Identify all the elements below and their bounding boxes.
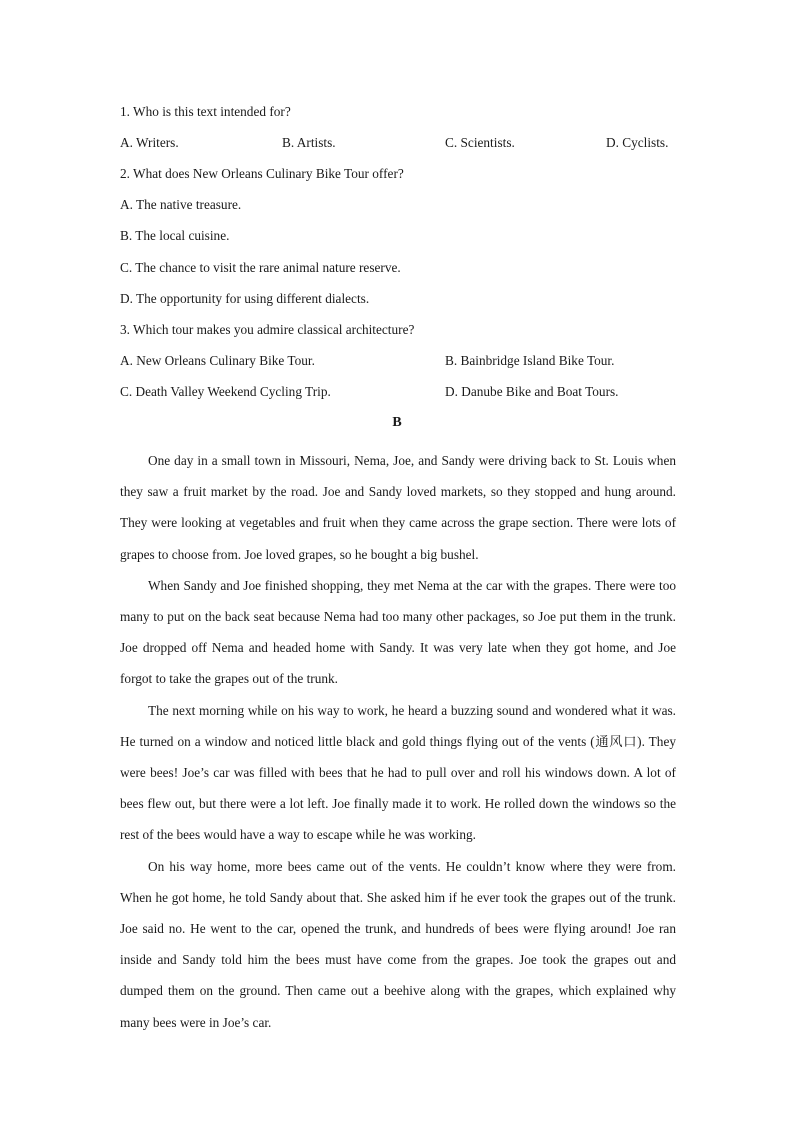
question-1-stem: 1. Who is this text intended for? <box>120 104 291 119</box>
question-1-option-a: A. Writers. <box>120 135 179 150</box>
question-1-option-c: C. Scientists. <box>445 135 515 150</box>
question-3-option-c: C. Death Valley Weekend Cycling Trip. <box>120 384 331 399</box>
question-3-option-b: B. Bainbridge Island Bike Tour. <box>445 353 615 368</box>
question-2-stem: 2. What does New Orleans Culinary Bike Tour offer? <box>120 166 404 181</box>
section-heading: B <box>392 415 402 430</box>
question-1-option-d: D. Cyclists. <box>606 135 669 150</box>
question-3-stem: 3. Which tour makes you admire classical architecture? <box>120 322 415 337</box>
passage-paragraph-2: When Sandy and Joe finished shopping, they met Nema at the car with the grapes. There were too many to put on the back seat because Nema had too many other packages, so Joe put them in the trunk. Joe dropped off Nema and headed home with Sandy. It was very late when they got home, and Joe forgot to take the grapes out of the trunk. <box>120 577 676 687</box>
passage-paragraph-4: On his way home, more bees came out of the vents. He couldn’t know where they were from. When he got home, he told Sandy about that. She asked him if he ever took the grapes out of the trunk. Joe said no. He went to the car, opened the trunk, and hundreds of bees were flying around! Joe ran inside and Sandy told him the bees must have come from the grapes. Joe took the grapes out and dumped them on the ground. Then came out a beehive along with the grapes, which explained why many bees were in Joe’s car. <box>120 858 676 1030</box>
question-2-option-c: C. The chance to visit the rare animal nature reserve. <box>120 260 401 275</box>
passage-paragraph-3: The next morning while on his way to work, he heard a buzzing sound and wondered what it was. He turned on a window and noticed little black and gold things flying out of the vents (通风口). They were bees! Joe’s car was filled with bees that he had to pull over and roll his windows down. A lot of bees flew out, but there were a lot left. Joe finally made it to work. He rolled down the windows so the rest of the bees would have a way to escape while he was working. <box>120 702 676 843</box>
question-2-option-b: B. The local cuisine. <box>120 228 230 243</box>
passage-paragraph-1: One day in a small town in Missouri, Nema, Joe, and Sandy were driving back to St. Louis when they saw a fruit market by the road. Joe and Sandy loved markets, so they stopped and hung around. They were looking at vegetables and fruit when they came across the grape section. There were lots of grapes to choose from. Joe loved grapes, so he bought a big bushel. <box>120 453 676 562</box>
question-1-option-b: B. Artists. <box>282 135 336 150</box>
question-3-option-a: A. New Orleans Culinary Bike Tour. <box>120 353 315 368</box>
question-2-option-a: A. The native treasure. <box>120 197 242 212</box>
question-2-option-d: D. The opportunity for using different dialects. <box>120 291 370 306</box>
question-3-option-d: D. Danube Bike and Boat Tours. <box>445 384 619 399</box>
reading-passage <box>120 445 676 1038</box>
